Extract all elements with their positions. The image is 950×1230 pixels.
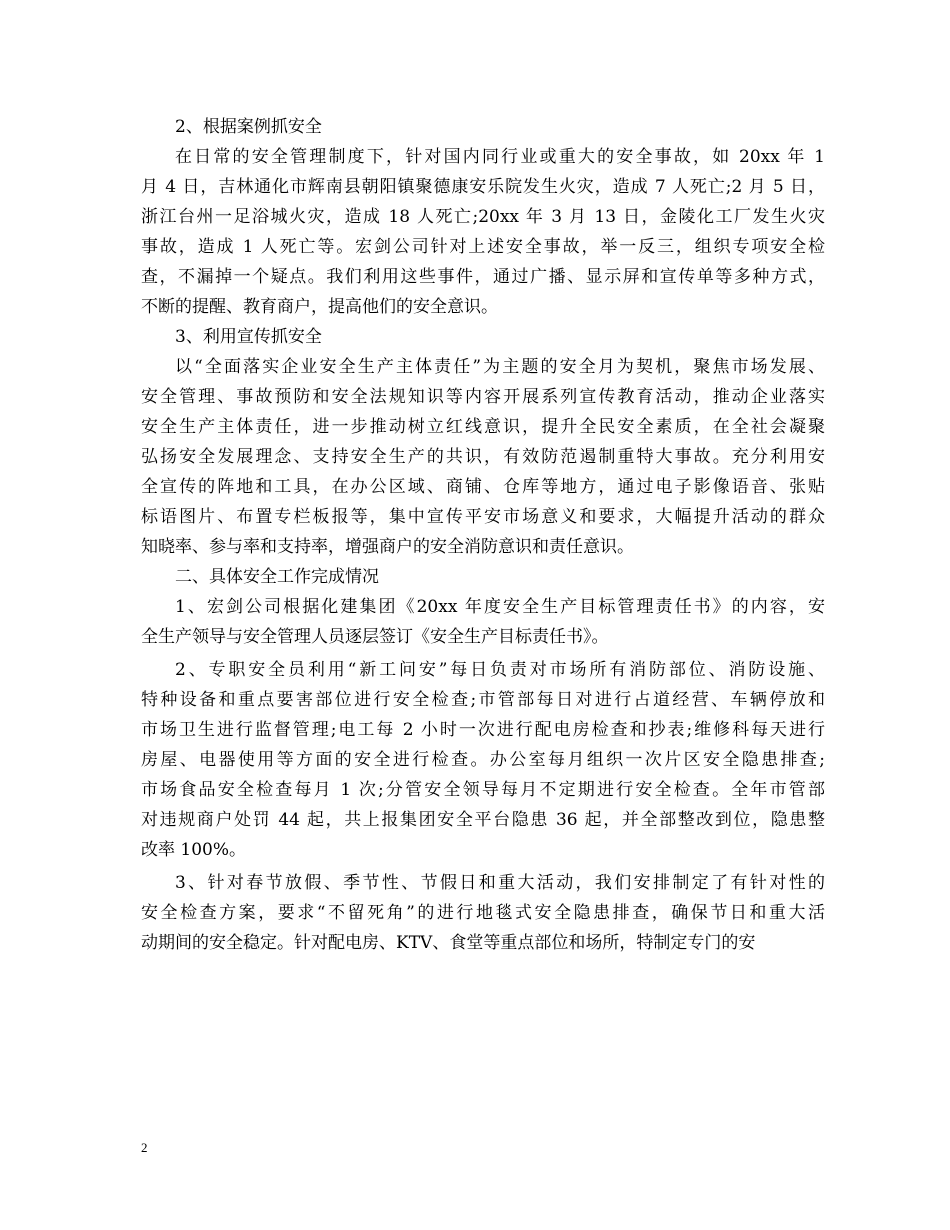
paragraph-line: 月 4 日，吉林通化市辉南县朝阳镇聚德康安乐院发生火灾，造成 7 人死亡;2 月 5 日， [141, 177, 825, 197]
paragraph-line: 安全检查方案，要求“不留死角”的进行地毯式安全隐患排查，确保节日和重大活 [141, 903, 825, 923]
paragraph-line: 浙江台州一足浴城火灾，造成 18 人死亡;20xx 年 3 月 13 日，金陵化工厂发生火灾 [141, 207, 825, 227]
body-paragraph [141, 592, 825, 652]
paragraph-line: 房屋、电器使用等方面的安全进行检查。办公室每月组织一次片区安全隐患排查; [141, 750, 825, 770]
paragraph-line: 市场卫生进行监督管理;电工每 2 小时一次进行配电房检查和抄表;维修科每天进行 [141, 720, 825, 740]
body-paragraph [141, 655, 825, 865]
paragraph-line: 2、专职安全员利用“新工问安”每日负责对市场所有消防部位、消防设施、 [175, 660, 825, 680]
paragraph-line: 动期间的安全稳定。针对配电房、KTV、食堂等重点部位和场所，特制定专门的安 [141, 933, 756, 953]
paragraph-line: 1、宏剑公司根据化建集团《20xx 年度安全生产目标管理责任书》的内容，安 [175, 597, 825, 617]
paragraph-line: 在日常的安全管理制度下，针对国内同行业或重大的安全事故，如 20xx 年 1 [175, 147, 825, 167]
body-paragraph [141, 142, 825, 322]
paragraph-line: 特种设备和重点要害部位进行安全检查;市管部每日对进行占道经营、车辆停放和 [141, 690, 825, 710]
heading-text: 二、具体安全工作完成情况 [175, 567, 379, 587]
section-heading [141, 112, 825, 142]
body-paragraph [141, 868, 825, 958]
document-body [141, 112, 825, 958]
paragraph-line: 市场食品安全检查每月 1 次;分管安全领导每月不定期进行安全检查。全年市管部 [141, 780, 825, 800]
paragraph-line: 安全管理、事故预防和安全法规知识等内容开展系列宣传教育活动，推动企业落实 [141, 387, 825, 407]
heading-text: 3、利用宣传抓安全 [175, 327, 322, 347]
section-heading [141, 322, 825, 352]
paragraph-line: 3、针对春节放假、季节性、节假日和重大活动，我们安排制定了有针对性的 [175, 873, 825, 893]
paragraph-line: 弘扬安全发展理念、支持安全生产的共识，有效防范遏制重特大事故。充分利用安 [141, 447, 825, 467]
paragraph-line: 不断的提醒、教育商户，提高他们的安全意识。 [141, 297, 498, 317]
paragraph-line: 改率 100%。 [141, 840, 247, 860]
paragraph-line: 标语图片、布置专栏板报等，集中宣传平安市场意义和要求，大幅提升活动的群众 [141, 507, 825, 527]
paragraph-line: 对违规商户处罚 44 起，共上报集团安全平台隐患 36 起，并全部整改到位，隐患整 [141, 810, 825, 830]
paragraph-line: 以“全面落实企业安全生产主体责任”为主题的安全月为契机，聚焦市场发展、 [175, 357, 825, 377]
paragraph-line: 事故，造成 1 人死亡等。宏剑公司针对上述安全事故，举一反三，组织专项安全检 [141, 237, 825, 257]
paragraph-line: 全生产领导与安全管理人员逐层签订《安全生产目标责任书》。 [141, 627, 609, 647]
paragraph-line: 安全生产主体责任，进一步推动树立红线意识，提升全民安全素质，在全社会凝聚 [141, 417, 825, 437]
paragraph-line: 查，不漏掉一个疑点。我们利用这些事件，通过广播、显示屏和宣传单等多种方式， [141, 267, 825, 287]
paragraph-line: 全宣传的阵地和工具，在办公区域、商铺、仓库等地方，通过电子影像语音、张贴 [141, 477, 825, 497]
paragraph-line: 知晓率、参与率和支持率，增强商户的安全消防意识和责任意识。 [141, 537, 634, 557]
body-paragraph [141, 352, 825, 562]
heading-text: 2、根据案例抓安全 [175, 117, 322, 137]
section-heading [141, 562, 825, 592]
page-number: 2 [141, 1140, 148, 1155]
